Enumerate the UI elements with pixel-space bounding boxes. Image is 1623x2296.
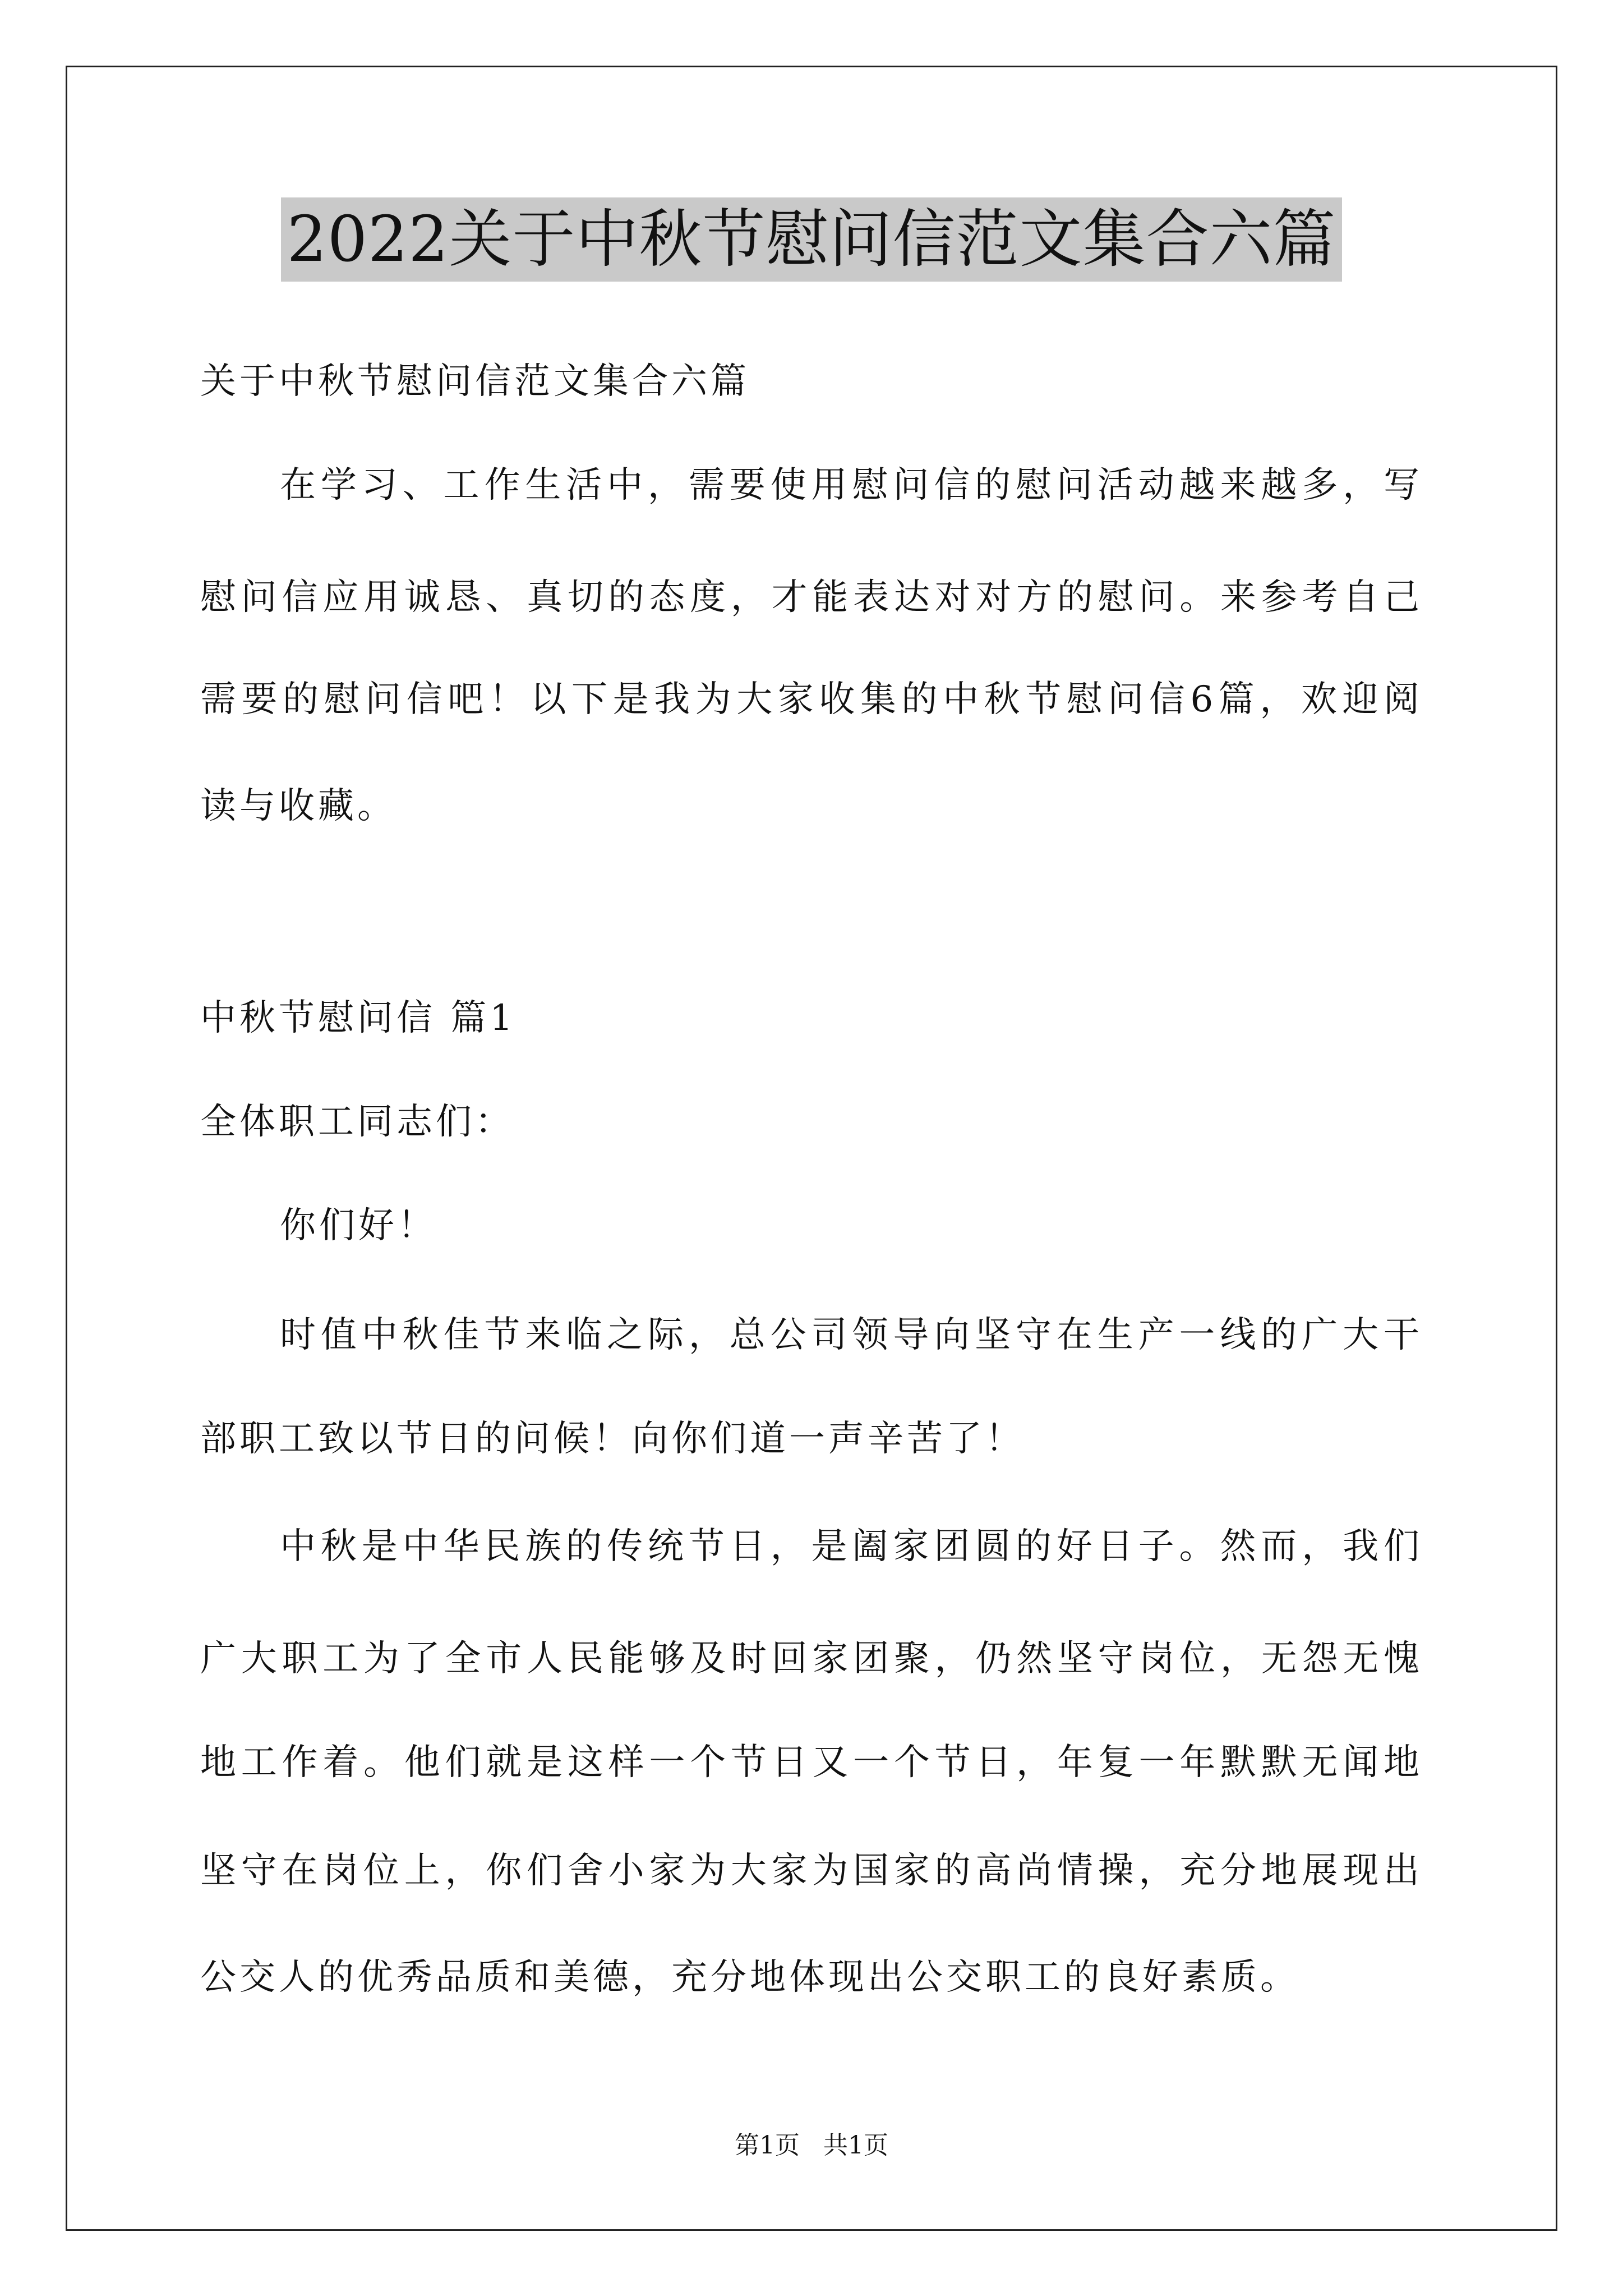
page-footer xyxy=(0,2129,1623,2162)
intro-line-1: 在学习、工作生活中，需要使用慰问信的慰问活动越来越多，写 xyxy=(280,464,1423,506)
para1-line-1: 时值中秋佳节来临之际，总公司领导向坚守在生产一线的广大干 xyxy=(280,1314,1423,1356)
para2-line-5: 公交人的优秀品质和美德，充分地体现出公交职工的良好素质。 xyxy=(200,1957,1299,1998)
salutation: 全体职工同志们： xyxy=(200,1101,514,1143)
para2-line-2: 广大职工为了全市人民能够及时回家团聚，仍然坚守岗位，无怨无愧 xyxy=(200,1638,1423,1680)
document-title: 2022关于中秋节慰问信范文集合六篇 xyxy=(281,197,1341,282)
page-total: 共1页 xyxy=(823,2131,888,2160)
para2-line-4: 坚守在岗位上，你们舍小家为大家为国家的高尚情操，充分地展现出 xyxy=(200,1850,1423,1892)
intro-line-4: 读与收藏。 xyxy=(200,785,396,827)
intro-line-2: 慰问信应用诚恳、真切的态度，才能表达对对方的慰问。来参考自己 xyxy=(200,577,1423,618)
para2-line-1: 中秋是中华民族的传统节日，是阖家团圆的好日子。然而，我们 xyxy=(280,1526,1423,1567)
para1-line-2: 部职工致以节日的问候！向你们道一声辛苦了！ xyxy=(200,1418,1025,1460)
intro-line-3: 需要的慰问信吧！以下是我为大家收集的中秋节慰问信6篇，欢迎阅 xyxy=(200,679,1423,720)
title-container xyxy=(0,197,1623,282)
greeting: 你们好！ xyxy=(280,1205,437,1246)
para2-line-3: 地工作着。他们就是这样一个节日又一个节日，年复一年默默无闻地 xyxy=(200,1742,1423,1783)
document-subtitle: 关于中秋节慰问信范文集合六篇 xyxy=(200,361,750,402)
page-number: 第1页 xyxy=(735,2131,800,2160)
section-heading: 中秋节慰问信 篇1 xyxy=(200,997,517,1039)
